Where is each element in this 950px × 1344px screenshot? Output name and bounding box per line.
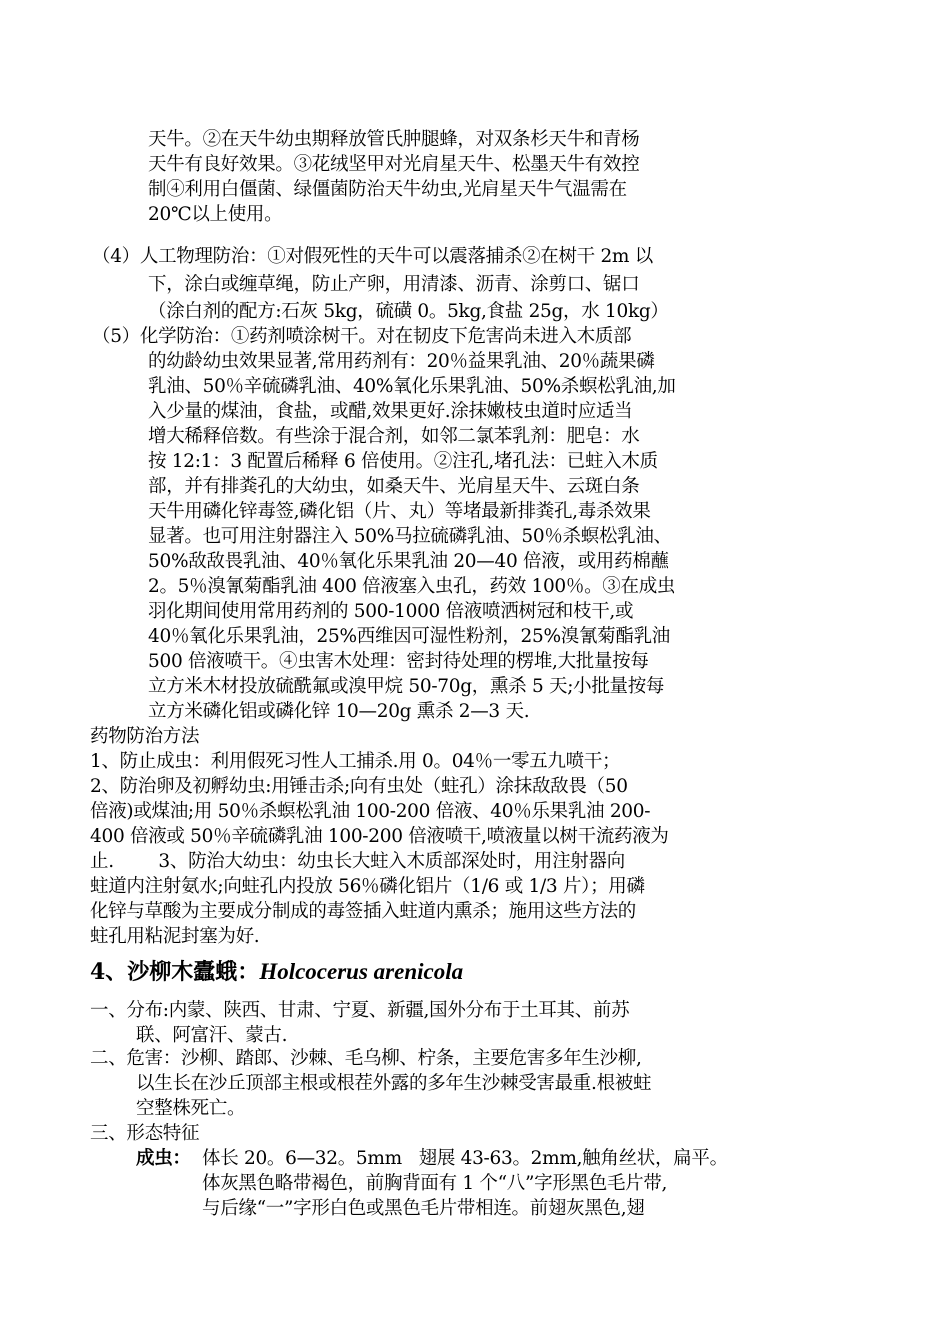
text-line: 2。5％溴氰菊酯乳油 400 倍液塞入虫孔，药效 100％。③在成虫	[148, 576, 676, 597]
section-heading-prefix: 4、沙柳木蠹蛾：	[90, 959, 260, 985]
text-line: 按 12:1：3 配置后稀释 6 倍使用。②注孔,堵孔法：已蛀入木质	[148, 451, 658, 472]
section-heading	[90, 958, 463, 986]
text-line: 蛀孔用粘泥封塞为好.	[90, 926, 260, 947]
text-line: （涂白剂的配方:石灰 5kg，硫磺 0。5kg,食盐 25g，水 10kg）	[148, 301, 669, 322]
text-line: 增大稀释倍数。有些涂于混合剂，如邻二氯苯乳剂：肥皂：水	[148, 426, 640, 447]
text-line: 乳油、50％辛硫磷乳油、40%氧化乐果乳油、50%杀螟松乳油,加	[148, 376, 676, 397]
text-line: 1、防止成虫：利用假死习性人工捕杀.用 0。04％一零五九喷干；	[90, 751, 621, 772]
text-line: 50%敌敌畏乳油、40％氧化乐果乳油 20—40 倍液，或用药棉蘸	[148, 551, 669, 572]
text-line: 部，并有排粪孔的大幼虫，如桑天牛、光肩星天牛、云斑白条	[148, 476, 640, 497]
text-line: 止. 3、防治大幼虫：幼虫长大蛀入木质部深处时，用注射器向	[90, 851, 625, 872]
text-line: 与后缘“一”字形白色或黑色毛片带相连。前翅灰黑色,翅	[202, 1198, 645, 1219]
adult-label: 成虫：	[136, 1148, 191, 1169]
text-line: 的幼龄幼虫效果显著,常用药剂有：20％益果乳油、20％蔬果磷	[148, 351, 655, 372]
text-line: 400 倍液或 50％辛硫磷乳油 100-200 倍液喷干,喷液量以树干流药液为	[90, 826, 669, 847]
text-line: 40％氧化乐果乳油，25%西维因可湿性粉剂，25%溴氰菊酯乳油	[148, 626, 670, 647]
text-line: 制④利用白僵菌、绿僵菌防治天牛幼虫,光肩星天牛气温需在	[148, 179, 627, 200]
text-line: 三、形态特征	[90, 1123, 200, 1144]
text-line: 入少量的煤油，食盐，或醋,效果更好.涂抹嫩枝虫道时应适当	[148, 401, 633, 422]
section-heading-latin-name: Holcocerus arenicola	[259, 959, 464, 984]
text-line: 显著。也可用注射器注入 50%马拉硫磷乳油、50％杀螟松乳油、	[148, 526, 672, 547]
section-subtitle: 药物防治方法	[90, 726, 200, 747]
text-line: 化锌与草酸为主要成分制成的毒签插入蛀道内熏杀；施用这些方法的	[90, 901, 637, 922]
text-line: 倍液)或煤油;用 50％杀螟松乳油 100-200 倍液、40％乐果乳油 200-	[90, 801, 651, 822]
text-line: 以生长在沙丘顶部主根或根茬外露的多年生沙棘受害最重.根被蛀	[136, 1073, 652, 1094]
text-line: 500 倍液喷干。④虫害木处理：密封待处理的楞堆,大批量按每	[148, 651, 649, 672]
text-line: 天牛。②在天牛幼虫期释放管氏肿腿蜂，对双条杉天牛和青杨	[148, 129, 640, 150]
text-line: 天牛用磷化锌毒签,磷化铝（片、丸）等堵最新排粪孔,毒杀效果	[148, 501, 651, 522]
text-line: 一、分布:内蒙、陕西、甘肃、宁夏、新疆,国外分布于土耳其、前苏	[90, 1000, 630, 1021]
text-line: 立方米磷化铝或磷化锌 10—20g 熏杀 2—3 天.	[148, 701, 530, 722]
text-line: 蛀道内注射氨水;向蛀孔内投放 56％磷化铝片（1/6 或 1/3 片）；用磷	[90, 876, 645, 897]
text-line: 2、防治卵及初孵幼虫:用锤击杀;向有虫处（蛀孔）涂抹敌敌畏（50	[90, 776, 628, 797]
text-line: 天牛有良好效果。③花绒坚甲对光肩星天牛、松墨天牛有效控	[148, 154, 640, 175]
text-line: 空整株死亡。	[136, 1098, 246, 1119]
text-line: （5）化学防治：①药剂喷涂树干。对在韧皮下危害尚未进入木质部	[92, 326, 632, 347]
text-line: 立方米木材投放硫酰氟或溴甲烷 50-70g，熏杀 5 天;小批量按每	[148, 676, 665, 697]
text-line: 羽化期间使用常用药剂的 500-1000 倍液喷洒树冠和枝干,或	[148, 601, 634, 622]
text-line: 二、危害：沙柳、踏郎、沙棘、毛乌柳、柠条，主要危害多年生沙柳,	[90, 1048, 642, 1069]
text-line: （4）人工物理防治：①对假死性的天牛可以震落捕杀②在树干 2m 以	[92, 246, 653, 267]
text-line: 下，涂白或缠草绳，防止产卵，用清漆、沥青、涂剪口、锯口	[148, 274, 640, 295]
text-line: 体灰黑色略带褐色，前胸背面有 1 个“八”字形黑色毛片带,	[202, 1173, 668, 1194]
text-line: 体长 20。6—32。5mm 翅展 43-63。2mm,触角丝状，扁平。	[202, 1148, 728, 1169]
text-line: 20℃以上使用。	[148, 204, 283, 225]
text-line: 联、阿富汗、蒙古.	[136, 1025, 288, 1046]
